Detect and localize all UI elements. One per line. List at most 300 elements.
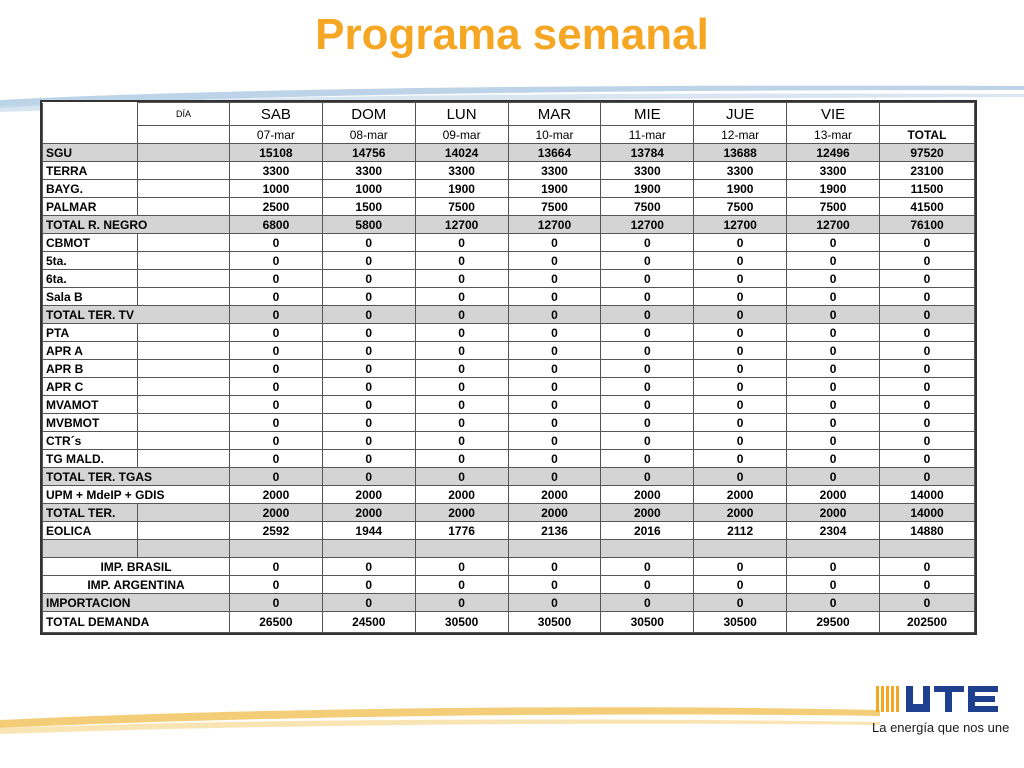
value-cell: 0 (508, 306, 601, 324)
value-cell: 3300 (322, 162, 415, 180)
value-cell: 2016 (601, 522, 694, 540)
total-demand-row (43, 612, 975, 633)
row-total-cell: 0 (880, 432, 975, 450)
value-cell: 0 (694, 324, 787, 342)
row-label-blank (138, 450, 230, 468)
value-cell: 2112 (694, 522, 787, 540)
value-cell: 0 (694, 594, 787, 612)
value-cell: 3300 (787, 162, 880, 180)
value-cell: 0 (601, 378, 694, 396)
value-cell: 0 (694, 270, 787, 288)
value-cell: 2000 (601, 486, 694, 504)
value-cell: 0 (230, 594, 323, 612)
value-cell: 2000 (787, 486, 880, 504)
table-row (43, 144, 975, 162)
row-label: SGU (43, 144, 138, 162)
value-cell: 12700 (601, 216, 694, 234)
value-cell: 0 (601, 576, 694, 594)
value-cell: 14756 (322, 144, 415, 162)
weekly-schedule-table (40, 100, 977, 635)
value-cell: 0 (230, 288, 323, 306)
value-cell: 0 (787, 558, 880, 576)
value-cell: 0 (787, 342, 880, 360)
value-cell: 12700 (787, 216, 880, 234)
value-cell: 0 (508, 468, 601, 486)
row-label-blank (138, 504, 230, 522)
value-cell: 0 (322, 324, 415, 342)
value-cell: 0 (787, 450, 880, 468)
value-cell: 0 (322, 234, 415, 252)
row-label-blank (138, 522, 230, 540)
row-label: IMP. ARGENTINA (43, 576, 230, 594)
value-cell: 2000 (787, 504, 880, 522)
value-cell: 0 (601, 324, 694, 342)
row-total-cell: 0 (880, 396, 975, 414)
value-cell: 0 (787, 324, 880, 342)
row-total-cell: 0 (880, 450, 975, 468)
value-cell: 0 (508, 342, 601, 360)
value-cell: 7500 (787, 198, 880, 216)
value-cell: 0 (230, 324, 323, 342)
value-cell: 0 (415, 378, 508, 396)
value-cell: 0 (322, 468, 415, 486)
value-cell: 0 (787, 432, 880, 450)
value-cell: 0 (694, 234, 787, 252)
row-total-cell: 41500 (880, 198, 975, 216)
value-cell: 0 (694, 378, 787, 396)
value-cell: 0 (322, 342, 415, 360)
value-cell: 0 (694, 414, 787, 432)
row-label: EOLICA (43, 522, 138, 540)
row-total-cell: 0 (880, 414, 975, 432)
value-cell: 0 (508, 432, 601, 450)
value-cell: 0 (787, 576, 880, 594)
header-corner (43, 126, 138, 144)
date-header: 09-mar (415, 126, 508, 144)
value-cell: 0 (322, 594, 415, 612)
row-label: TG MALD. (43, 450, 138, 468)
row-label-blank (138, 234, 230, 252)
separator-cell (138, 540, 230, 558)
value-cell: 0 (322, 270, 415, 288)
table-row (43, 342, 975, 360)
table-row (43, 252, 975, 270)
row-label: 5ta. (43, 252, 138, 270)
value-cell: 30500 (508, 612, 601, 633)
value-cell: 30500 (601, 612, 694, 633)
row-label: TOTAL TER. TV (43, 306, 230, 324)
row-label-blank (138, 378, 230, 396)
row-label-blank (138, 144, 230, 162)
row-label-blank (138, 414, 230, 432)
import-row (43, 576, 975, 594)
value-cell: 5800 (322, 216, 415, 234)
row-label: CTR´s (43, 432, 138, 450)
row-label-blank (138, 324, 230, 342)
day-header: MIE (601, 103, 694, 126)
value-cell: 0 (508, 558, 601, 576)
header-corner (43, 103, 138, 126)
value-cell: 0 (322, 432, 415, 450)
value-cell: 14024 (415, 144, 508, 162)
value-cell: 0 (787, 306, 880, 324)
value-cell: 1944 (322, 522, 415, 540)
schedule-grid (42, 102, 975, 633)
row-total-cell: 14000 (880, 486, 975, 504)
value-cell: 1000 (322, 180, 415, 198)
row-label: UPM + MdeIP + GDIS (43, 486, 230, 504)
value-cell: 0 (694, 468, 787, 486)
value-cell: 2000 (415, 486, 508, 504)
row-label: PTA (43, 324, 138, 342)
row-label: IMPORTACION (43, 594, 230, 612)
value-cell: 0 (415, 450, 508, 468)
table-row (43, 324, 975, 342)
row-total-cell: 0 (880, 378, 975, 396)
value-cell: 24500 (322, 612, 415, 633)
row-total-cell: 0 (880, 252, 975, 270)
value-cell: 0 (601, 288, 694, 306)
row-total-cell: 0 (880, 468, 975, 486)
header-row-dates (43, 126, 975, 144)
value-cell: 2000 (694, 504, 787, 522)
value-cell: 0 (230, 450, 323, 468)
date-header: 13-mar (787, 126, 880, 144)
value-cell: 30500 (415, 612, 508, 633)
table-row (43, 216, 975, 234)
row-label: BAYG. (43, 180, 138, 198)
table-row (43, 396, 975, 414)
value-cell: 1900 (787, 180, 880, 198)
value-cell: 0 (322, 576, 415, 594)
date-header: 07-mar (230, 126, 323, 144)
value-cell: 0 (694, 432, 787, 450)
day-header: MAR (508, 103, 601, 126)
row-label-blank (138, 180, 230, 198)
day-header: SAB (230, 103, 323, 126)
value-cell: 0 (508, 396, 601, 414)
value-cell: 0 (601, 414, 694, 432)
value-cell: 3300 (601, 162, 694, 180)
row-label-blank (138, 288, 230, 306)
value-cell: 0 (415, 576, 508, 594)
value-cell: 3300 (508, 162, 601, 180)
value-cell: 0 (694, 360, 787, 378)
value-cell: 0 (230, 342, 323, 360)
ute-logo (872, 680, 1012, 740)
value-cell: 0 (694, 450, 787, 468)
brand-tagline: La energía que nos une (872, 720, 1010, 735)
value-cell: 2500 (230, 198, 323, 216)
value-cell: 0 (415, 396, 508, 414)
value-cell: 0 (787, 360, 880, 378)
row-label: TERRA (43, 162, 138, 180)
value-cell: 0 (787, 378, 880, 396)
value-cell: 0 (787, 594, 880, 612)
separator-row (43, 540, 975, 558)
value-cell: 0 (787, 270, 880, 288)
row-label: MVBMOT (43, 414, 138, 432)
value-cell: 1900 (508, 180, 601, 198)
value-cell: 0 (601, 396, 694, 414)
row-total-cell: 23100 (880, 162, 975, 180)
header-row-days (43, 103, 975, 126)
value-cell: 0 (415, 360, 508, 378)
value-cell: 0 (508, 270, 601, 288)
value-cell: 0 (415, 468, 508, 486)
value-cell: 0 (322, 396, 415, 414)
value-cell: 0 (787, 252, 880, 270)
row-total-cell: 0 (880, 306, 975, 324)
value-cell: 12496 (787, 144, 880, 162)
value-cell: 0 (415, 324, 508, 342)
row-label: Sala B (43, 288, 138, 306)
row-label: APR C (43, 378, 138, 396)
value-cell: 0 (508, 414, 601, 432)
day-header: DOM (322, 103, 415, 126)
separator-cell (694, 540, 787, 558)
total-header: TOTAL (880, 126, 975, 144)
table-row (43, 378, 975, 396)
separator-cell (601, 540, 694, 558)
value-cell: 0 (508, 360, 601, 378)
value-cell: 1776 (415, 522, 508, 540)
value-cell: 2000 (508, 486, 601, 504)
value-cell: 0 (601, 594, 694, 612)
value-cell: 0 (322, 414, 415, 432)
value-cell: 0 (601, 234, 694, 252)
value-cell: 1900 (694, 180, 787, 198)
value-cell: 12700 (508, 216, 601, 234)
row-label-blank (138, 198, 230, 216)
value-cell: 0 (508, 324, 601, 342)
value-cell: 2000 (694, 486, 787, 504)
value-cell: 0 (694, 558, 787, 576)
date-header: 10-mar (508, 126, 601, 144)
value-cell: 1000 (230, 180, 323, 198)
value-cell: 0 (601, 558, 694, 576)
value-cell: 2000 (230, 486, 323, 504)
row-total-cell: 0 (880, 288, 975, 306)
value-cell: 13688 (694, 144, 787, 162)
value-cell: 1900 (601, 180, 694, 198)
table-row (43, 414, 975, 432)
row-total-cell: 97520 (880, 144, 975, 162)
value-cell: 2000 (508, 504, 601, 522)
value-cell: 1500 (322, 198, 415, 216)
row-label: PALMAR (43, 198, 138, 216)
row-total-cell: 0 (880, 270, 975, 288)
value-cell: 0 (230, 270, 323, 288)
row-label-blank (138, 270, 230, 288)
value-cell: 0 (508, 252, 601, 270)
table-row (43, 504, 975, 522)
value-cell: 3300 (230, 162, 323, 180)
value-cell: 0 (415, 432, 508, 450)
value-cell: 2592 (230, 522, 323, 540)
value-cell: 12700 (415, 216, 508, 234)
value-cell: 0 (230, 234, 323, 252)
day-header: VIE (787, 103, 880, 126)
table-row (43, 180, 975, 198)
row-label: 6ta. (43, 270, 138, 288)
value-cell: 0 (322, 378, 415, 396)
value-cell: 0 (322, 558, 415, 576)
value-cell: 0 (415, 306, 508, 324)
date-header: 11-mar (601, 126, 694, 144)
value-cell: 7500 (508, 198, 601, 216)
value-cell: 0 (508, 234, 601, 252)
value-cell: 7500 (694, 198, 787, 216)
table-row (43, 288, 975, 306)
value-cell: 0 (508, 450, 601, 468)
import-row (43, 594, 975, 612)
row-label: TOTAL TER. (43, 504, 138, 522)
table-row (43, 432, 975, 450)
value-cell: 3300 (694, 162, 787, 180)
value-cell: 0 (230, 576, 323, 594)
table-row (43, 360, 975, 378)
row-label-blank (138, 252, 230, 270)
value-cell: 0 (694, 342, 787, 360)
value-cell: 0 (694, 396, 787, 414)
value-cell: 0 (787, 396, 880, 414)
value-cell: 0 (508, 378, 601, 396)
value-cell: 0 (322, 306, 415, 324)
value-cell: 0 (601, 468, 694, 486)
value-cell: 0 (601, 270, 694, 288)
row-total-cell: 0 (880, 342, 975, 360)
row-total-cell: 14000 (880, 504, 975, 522)
separator-cell (880, 540, 975, 558)
value-cell: 0 (601, 342, 694, 360)
row-label: CBMOT (43, 234, 138, 252)
import-row (43, 558, 975, 576)
separator-cell (322, 540, 415, 558)
value-cell: 0 (230, 432, 323, 450)
value-cell: 6800 (230, 216, 323, 234)
table-row (43, 450, 975, 468)
value-cell: 0 (787, 234, 880, 252)
value-cell: 0 (787, 288, 880, 306)
value-cell: 15108 (230, 144, 323, 162)
value-cell: 0 (230, 396, 323, 414)
value-cell: 0 (601, 252, 694, 270)
header-blank (138, 126, 230, 144)
value-cell: 30500 (694, 612, 787, 633)
value-cell: 0 (694, 252, 787, 270)
row-total-cell: 0 (880, 576, 975, 594)
row-label: APR A (43, 342, 138, 360)
value-cell: 0 (415, 252, 508, 270)
value-cell: 2000 (415, 504, 508, 522)
value-cell: 0 (322, 288, 415, 306)
row-label: IMP. BRASIL (43, 558, 230, 576)
day-header: LUN (415, 103, 508, 126)
bottom-swoosh-decoration (0, 690, 880, 740)
table-row (43, 198, 975, 216)
row-total-cell: 0 (880, 594, 975, 612)
value-cell: 0 (601, 360, 694, 378)
value-cell: 2000 (322, 504, 415, 522)
separator-cell (508, 540, 601, 558)
value-cell: 2000 (322, 486, 415, 504)
row-label-blank (138, 360, 230, 378)
value-cell: 0 (694, 576, 787, 594)
row-total-cell: 0 (880, 324, 975, 342)
value-cell: 0 (694, 288, 787, 306)
row-total-cell: 202500 (880, 612, 975, 633)
value-cell: 0 (787, 414, 880, 432)
row-total-cell: 0 (880, 558, 975, 576)
value-cell: 26500 (230, 612, 323, 633)
value-cell: 0 (601, 306, 694, 324)
value-cell: 0 (601, 432, 694, 450)
row-label: TOTAL DEMANDA (43, 612, 230, 633)
value-cell: 0 (230, 414, 323, 432)
value-cell: 0 (415, 234, 508, 252)
value-cell: 0 (601, 450, 694, 468)
value-cell: 3300 (415, 162, 508, 180)
separator-cell (43, 540, 138, 558)
page-title: Programa semanal (315, 10, 709, 59)
row-label-blank (138, 396, 230, 414)
value-cell: 2000 (230, 504, 323, 522)
value-cell: 2136 (508, 522, 601, 540)
row-label: MVAMOT (43, 396, 138, 414)
value-cell: 0 (230, 378, 323, 396)
dia-label: DÍA (138, 103, 230, 126)
value-cell: 0 (415, 414, 508, 432)
row-label-blank (138, 342, 230, 360)
table-row (43, 270, 975, 288)
value-cell: 0 (415, 342, 508, 360)
value-cell: 7500 (601, 198, 694, 216)
value-cell: 0 (508, 576, 601, 594)
value-cell: 0 (230, 468, 323, 486)
row-total-cell: 76100 (880, 216, 975, 234)
row-total-cell: 14880 (880, 522, 975, 540)
row-label-blank (138, 432, 230, 450)
value-cell: 12700 (694, 216, 787, 234)
table-row (43, 486, 975, 504)
row-label: APR B (43, 360, 138, 378)
separator-cell (787, 540, 880, 558)
table-row (43, 306, 975, 324)
date-header: 08-mar (322, 126, 415, 144)
value-cell: 0 (230, 306, 323, 324)
value-cell: 13784 (601, 144, 694, 162)
value-cell: 29500 (787, 612, 880, 633)
table-row (43, 162, 975, 180)
ute-logo-icon (872, 680, 1012, 718)
date-header: 12-mar (694, 126, 787, 144)
row-total-cell: 0 (880, 234, 975, 252)
value-cell: 0 (508, 594, 601, 612)
table-row (43, 234, 975, 252)
value-cell: 0 (230, 360, 323, 378)
day-header: JUE (694, 103, 787, 126)
value-cell: 0 (787, 468, 880, 486)
row-label-blank (138, 162, 230, 180)
value-cell: 0 (230, 558, 323, 576)
table-row (43, 522, 975, 540)
value-cell: 7500 (415, 198, 508, 216)
row-total-cell: 11500 (880, 180, 975, 198)
value-cell: 0 (415, 270, 508, 288)
separator-cell (415, 540, 508, 558)
value-cell: 13664 (508, 144, 601, 162)
